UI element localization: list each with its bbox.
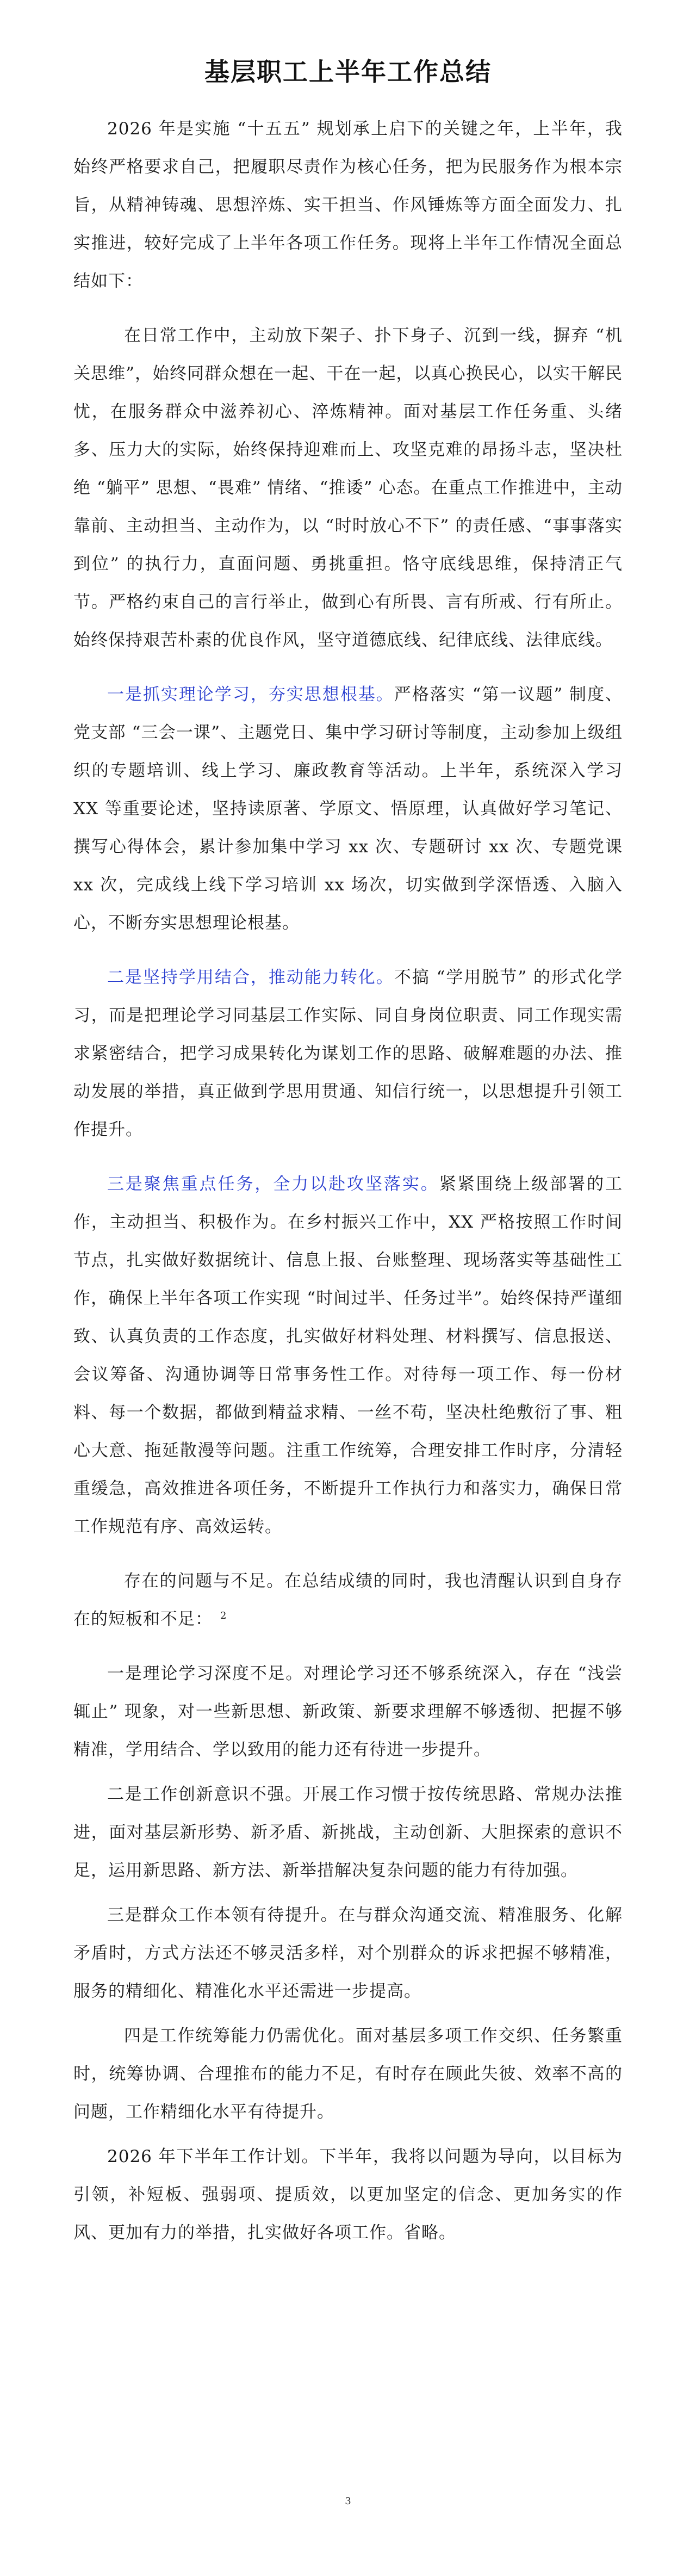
section-2-text: 不搞 “学用脱节” 的形式化学习，而是把理论学习同基层工作实际、同自身岗位职责、同工作现实需求紧密结合，把学习成果转化为谋划工作的思路、破解难题的办法、推动发展的举措，真正做到学思用贯通、知信行统一，以思想提升引领工作提升。: [73, 968, 623, 1140]
footnote-mark: 2: [220, 1609, 227, 1621]
section-3-heading: 三是聚焦重点任务，全力以赴攻坚落实。: [107, 1174, 439, 1194]
intro-paragraph: 2026 年是实施 “十五五” 规划承上启下的关键之年，上半年，我始终严格要求自己，把履职尽责作为核心任务，把为民服务作为根本宗旨，从精神铸魂、思想淬炼、实干担当、作风锤炼等方面全面发力、扎实推进，较好完成了上半年各项工作任务。现将上半年工作情况全面总结如下：: [73, 119, 623, 291]
problems-intro-text: 存在的问题与不足。在总结成绩的同时，我也清醒认识到自身存在的短板和不足：: [73, 1571, 623, 1629]
page-number: 3: [345, 2496, 351, 2507]
document-title: 基层职工上半年工作总结: [204, 57, 492, 86]
section-1-heading: 一是抓实理论学习，夯实思想根基。: [107, 685, 394, 704]
section-3-text: 紧紧围绕上级部署的工作，主动担当、积极作为。在乡村振兴工作中，XX 严格按照工作时间节点，扎实做好数据统计、信息上报、台账整理、现场落实等基础性工作，确保上半年各项工作实现 “时间过半、任务过半”。始终保持严谨细致、认真负责的工作态度，扎实做好材料处理、材料撰写、信息报送、会议筹备、沟通协调等日常事务性工作。对待每一项工作、每一份材料、每一个数据，都做到精益求精、一丝不苟，坚决杜绝敷衍了事、粗心大意、拖延散漫等问题。注重工作统筹，合理安排工作时序，分清轻重缓急，高效推进各项任务，不断提升工作执行力和落实力，确保日常工作规范有序、高效运转。: [73, 1174, 623, 1537]
section-2-heading: 二是坚持学用结合，推动能力转化。: [107, 968, 394, 987]
document-body: [73, 110, 623, 2252]
daily-work-paragraph: 在日常工作中，主动放下架子、扑下身子、沉到一线，摒弃 “机关思维”，始终同群众想在一起、干在一起，以真心换民心，以实干解民忧，在服务群众中滋养初心、淬炼精神。面对基层工作任务重、头绪多、压力大的实际，始终保持迎难而上、攻坚克难的昂扬斗志，坚决杜绝 “躺平” 思想、“畏难” 情绪、“推诿” 心态。在重点工作推进中，主动靠前、主动担当、主动作为，以 “时时放心不下” 的责任感、“事事落实到位” 的执行力，直面问题、勇挑重担。恪守底线思维，保持清正气节。严格约束自己的言行举止，做到心有所畏、言有所戒、行有所止。始终保持艰苦朴素的优良作风，坚守道德底线、纪律底线、法律底线。: [73, 326, 623, 650]
section-1-text: 严格落实 “第一议题” 制度、党支部 “三会一课”、主题党日、集中学习研讨等制度，主动参加上级组织的专题培训、线上学习、廉政教育等活动。上半年，系统深入学习 XX 等重要论述，坚持读原著、学原文、悟原理，认真做好学习笔记、撰写心得体会，累计参加集中学习 xx 次、专题研讨 xx 次、专题党课 xx 次，完成线上线下学习培训 xx 场次，切实做到学深悟透、入脑入心，不断夯实思想理论根基。: [73, 685, 623, 933]
problem-item: 二是工作创新意识不强。开展工作习惯于按传统思路、常规办法推进，面对基层新形势、新矛盾、新挑战，主动创新、大胆探索的意识不足，运用新思路、新方法、新举措解决复杂问题的能力有待加强。: [73, 1785, 623, 1880]
section-1-paragraph: [73, 676, 623, 942]
problem-item: 三是群众工作本领有待提升。在与群众沟通交流、精准服务、化解矛盾时，方式方法还不够灵活多样，对个别群众的诉求把握不够精准，服务的精细化、精准化水平还需进一步提高。: [73, 1905, 623, 2001]
problem-item: 一是理论学习深度不足。对理论学习还不够系统深入，存在 “浅尝辄止” 现象，对一些新思想、新政策、新要求理解不够透彻、把握不够精准，学用结合、学以致用的能力还有待进一步提升。: [73, 1664, 623, 1760]
problem-item: 四是工作统筹能力仍需优化。面对基层多项工作交织、任务繁重时，统筹协调、合理推布的能力不足，有时存在顾此失彼、效率不高的问题，工作精细化水平有待提升。: [73, 2026, 623, 2122]
section-2-paragraph: [73, 958, 623, 1149]
section-3-paragraph: [73, 1165, 623, 1546]
plan-paragraph: 2026 年下半年工作计划。下半年，我将以问题为导向，以目标为引领，补短板、强弱项、提质效，以更加坚定的信念、更加务实的作风、更加有力的举措，扎实做好各项工作。省略。: [73, 2147, 623, 2243]
problems-intro-paragraph: [73, 1562, 623, 1638]
